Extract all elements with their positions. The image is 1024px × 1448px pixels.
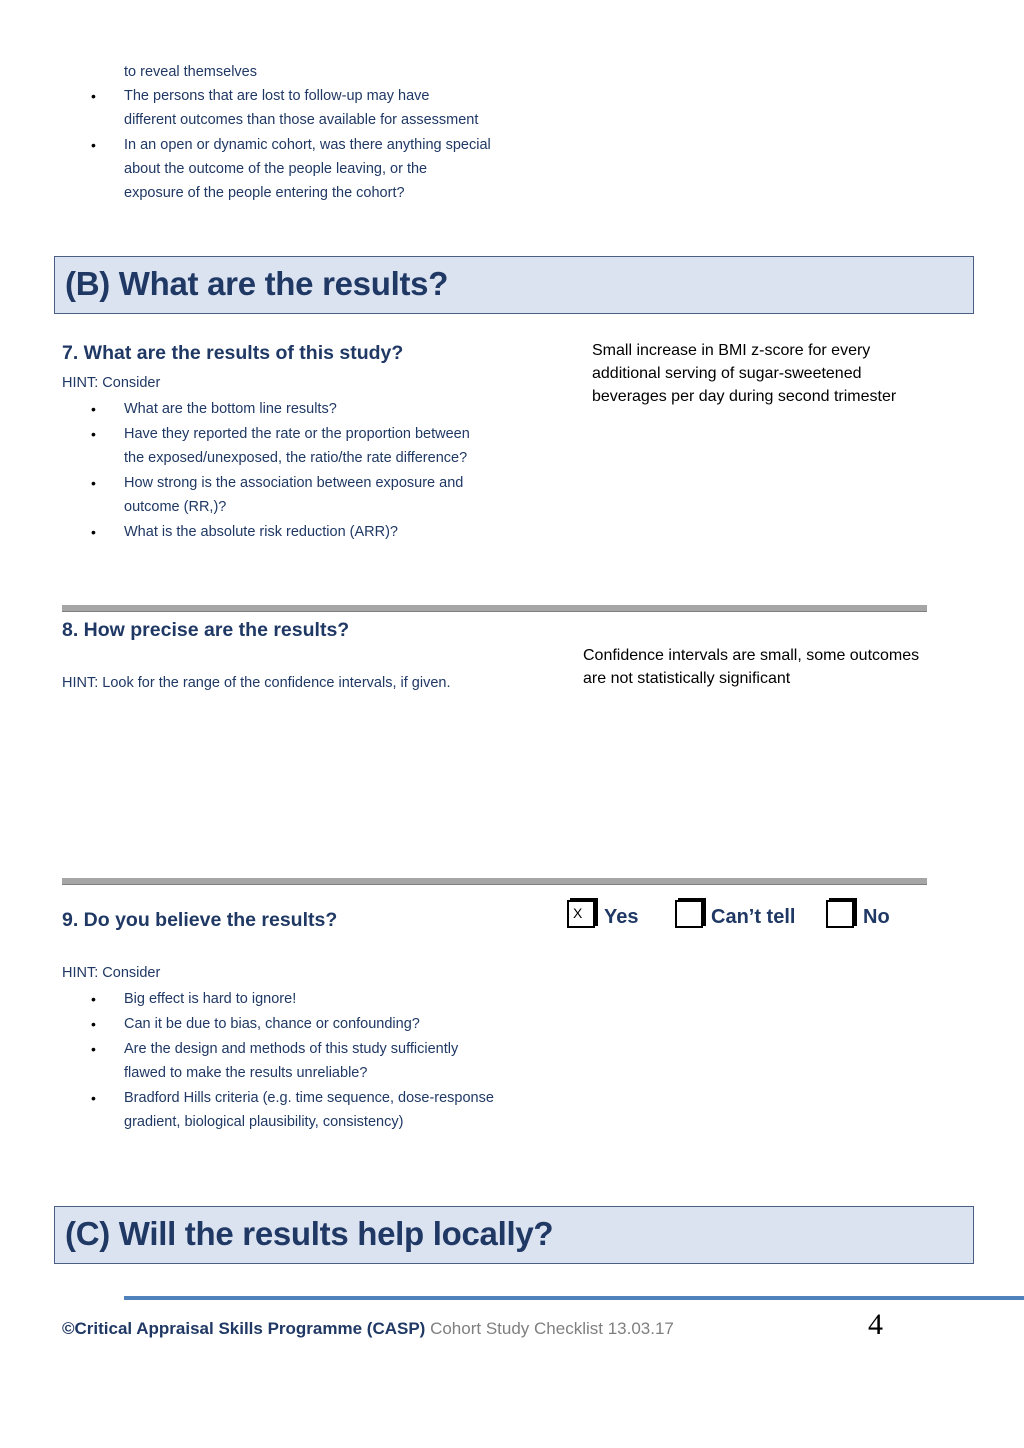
list-item: • In an open or dynamic cohort, was there anything special about the outcome of the people leaving, or the exposure of the people entering the cohort? — [62, 133, 542, 205]
question-8-answer: Confidence intervals are small, some outcomes are not statistically significant — [583, 647, 920, 687]
section-divider — [62, 605, 927, 612]
footer-rule — [124, 1296, 1024, 1300]
option-label-no: No — [863, 906, 890, 928]
section-b-header — [54, 256, 974, 314]
section-c-header — [54, 1206, 974, 1264]
list-item: • How strong is the association between exposure and outcome (RR,)? — [62, 471, 542, 519]
previous-question-continuation — [62, 60, 542, 206]
footer-copyright: ©Critical Appraisal Skills Programme (CASP) — [62, 1319, 426, 1338]
question-7-hint: HINT: Consider — [62, 375, 161, 391]
question-7-answer: Small increase in BMI z-score for every additional serving of sugar-sweetened beverages per day during second trimester — [592, 342, 897, 405]
list-item: • Are the design and methods of this study sufficiently flawed to make the results unreliable? — [62, 1037, 542, 1085]
list-item: • What is the absolute risk reduction (ARR)? — [62, 520, 542, 544]
answer-option-yes[interactable] — [567, 900, 657, 934]
answer-option-cant-tell[interactable] — [675, 900, 815, 934]
option-label-yes: Yes — [604, 906, 639, 928]
continuation-bullets — [62, 84, 542, 205]
question-9-title: 9. Do you believe the results? — [62, 909, 338, 931]
list-item: • What are the bottom line results? — [62, 397, 542, 421]
continuation-line: to reveal themselves — [124, 64, 257, 80]
answer-option-no[interactable] — [826, 900, 906, 934]
option-label-cant-tell: Can’t tell — [711, 906, 796, 928]
section-divider — [62, 878, 927, 885]
footer-document-name: Cohort Study Checklist 13.03.17 — [425, 1319, 674, 1338]
question-7-hint-list — [62, 397, 542, 545]
section-c-title: (C) Will the results help locally? — [65, 1215, 554, 1252]
list-item: • Big effect is hard to ignore! — [62, 987, 542, 1011]
checkbox-yes[interactable]: X — [567, 900, 595, 928]
page-number: 4 — [868, 1308, 883, 1341]
section-b-title: (B) What are the results? — [65, 265, 449, 302]
question-9-hint: HINT: Consider — [62, 965, 161, 981]
list-item: • Bradford Hills criteria (e.g. time sequence, dose-response gradient, biological plausibility, consistency) — [62, 1086, 542, 1134]
question-8-hint: HINT: Look for the range of the confidence intervals, if given. — [62, 675, 451, 691]
list-item: • The persons that are lost to follow-up may have different outcomes than those available for assessment — [62, 84, 542, 132]
checkbox-cant-tell[interactable] — [675, 900, 703, 928]
question-9-hint-list — [62, 987, 542, 1135]
question-7-title: 7. What are the results of this study? — [62, 342, 404, 364]
list-item: • Have they reported the rate or the proportion between the exposed/unexposed, the ratio/the rate difference? — [62, 422, 542, 470]
question-8-title: 8. How precise are the results? — [62, 619, 350, 641]
footer-text — [62, 1318, 674, 1339]
list-item: • Can it be due to bias, chance or confounding? — [62, 1012, 542, 1036]
checkbox-no[interactable] — [826, 900, 854, 928]
